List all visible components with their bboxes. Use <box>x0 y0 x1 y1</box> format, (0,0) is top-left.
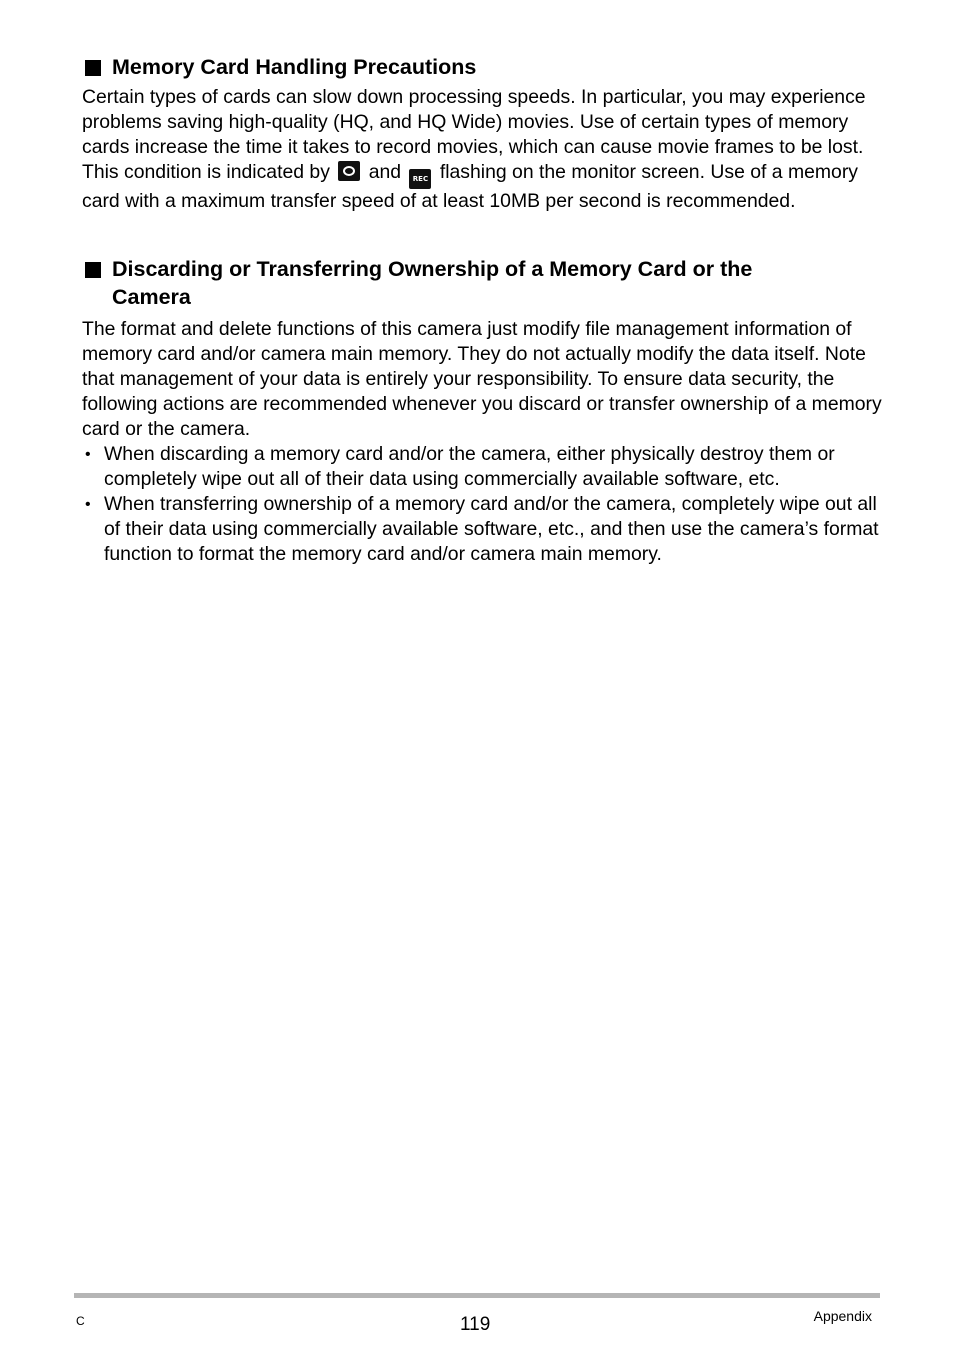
list-item <box>82 442 882 492</box>
square-bullet-icon <box>85 60 101 76</box>
footer-chapter-title: Appendix <box>813 1308 872 1324</box>
heading-text: Camera <box>112 285 191 309</box>
footer-divider <box>74 1293 880 1298</box>
section-heading <box>82 255 882 311</box>
section-memory-card-precautions <box>82 53 882 214</box>
paragraph-text: and <box>368 161 402 183</box>
heading-text: Discarding or Transferring Ownership of a Memory Card or the <box>112 257 753 281</box>
section-discarding-transferring <box>82 255 882 567</box>
footer-language-code: C <box>76 1314 85 1328</box>
list-item <box>82 492 882 567</box>
bullet-list <box>82 442 882 567</box>
rec-icon: REC <box>409 169 431 189</box>
page-number: 119 <box>460 1314 491 1335</box>
paragraph-text: Certain types of cards can slow down processing speeds. In particular, you may experience problems saving high-quality (HQ, and HQ Wide) movies. Use of certain types of memory cards increase the time it takes to record movies, which can cause movie frames to be lost. This condition is indicated by <box>82 86 866 183</box>
bullet-dot-icon: • <box>85 496 91 513</box>
list-item-text: When transferring ownership of a memory card and/or the camera, completely wipe out all of their data using commercially available software, etc., and then use the camera’s format function to format the memory card and/or camera main memory. <box>104 493 879 565</box>
section-heading <box>82 53 882 81</box>
bullet-dot-icon: • <box>85 446 91 463</box>
paragraph-text: flashing on the monitor screen. Use of a memory card with a maximum transfer speed of at least 10MB per second is recommended. <box>82 161 858 212</box>
list-item-text: When discarding a memory card and/or the camera, either physically destroy them or completely wipe out all of their data using commercially available software, etc. <box>104 443 835 490</box>
paragraph <box>82 85 882 214</box>
heading-text: Memory Card Handling Precautions <box>112 55 477 79</box>
square-bullet-icon <box>85 262 101 278</box>
paragraph: The format and delete functions of this camera just modify file management information of memory card and/or camera main memory. They do not actually modify the data itself. Note that management of your data is entirely your responsibility. To ensure data security, the following actions are recommended whenever you discard or transfer ownership of a memory card or the camera. <box>82 318 882 440</box>
movie-camera-icon <box>338 161 360 181</box>
